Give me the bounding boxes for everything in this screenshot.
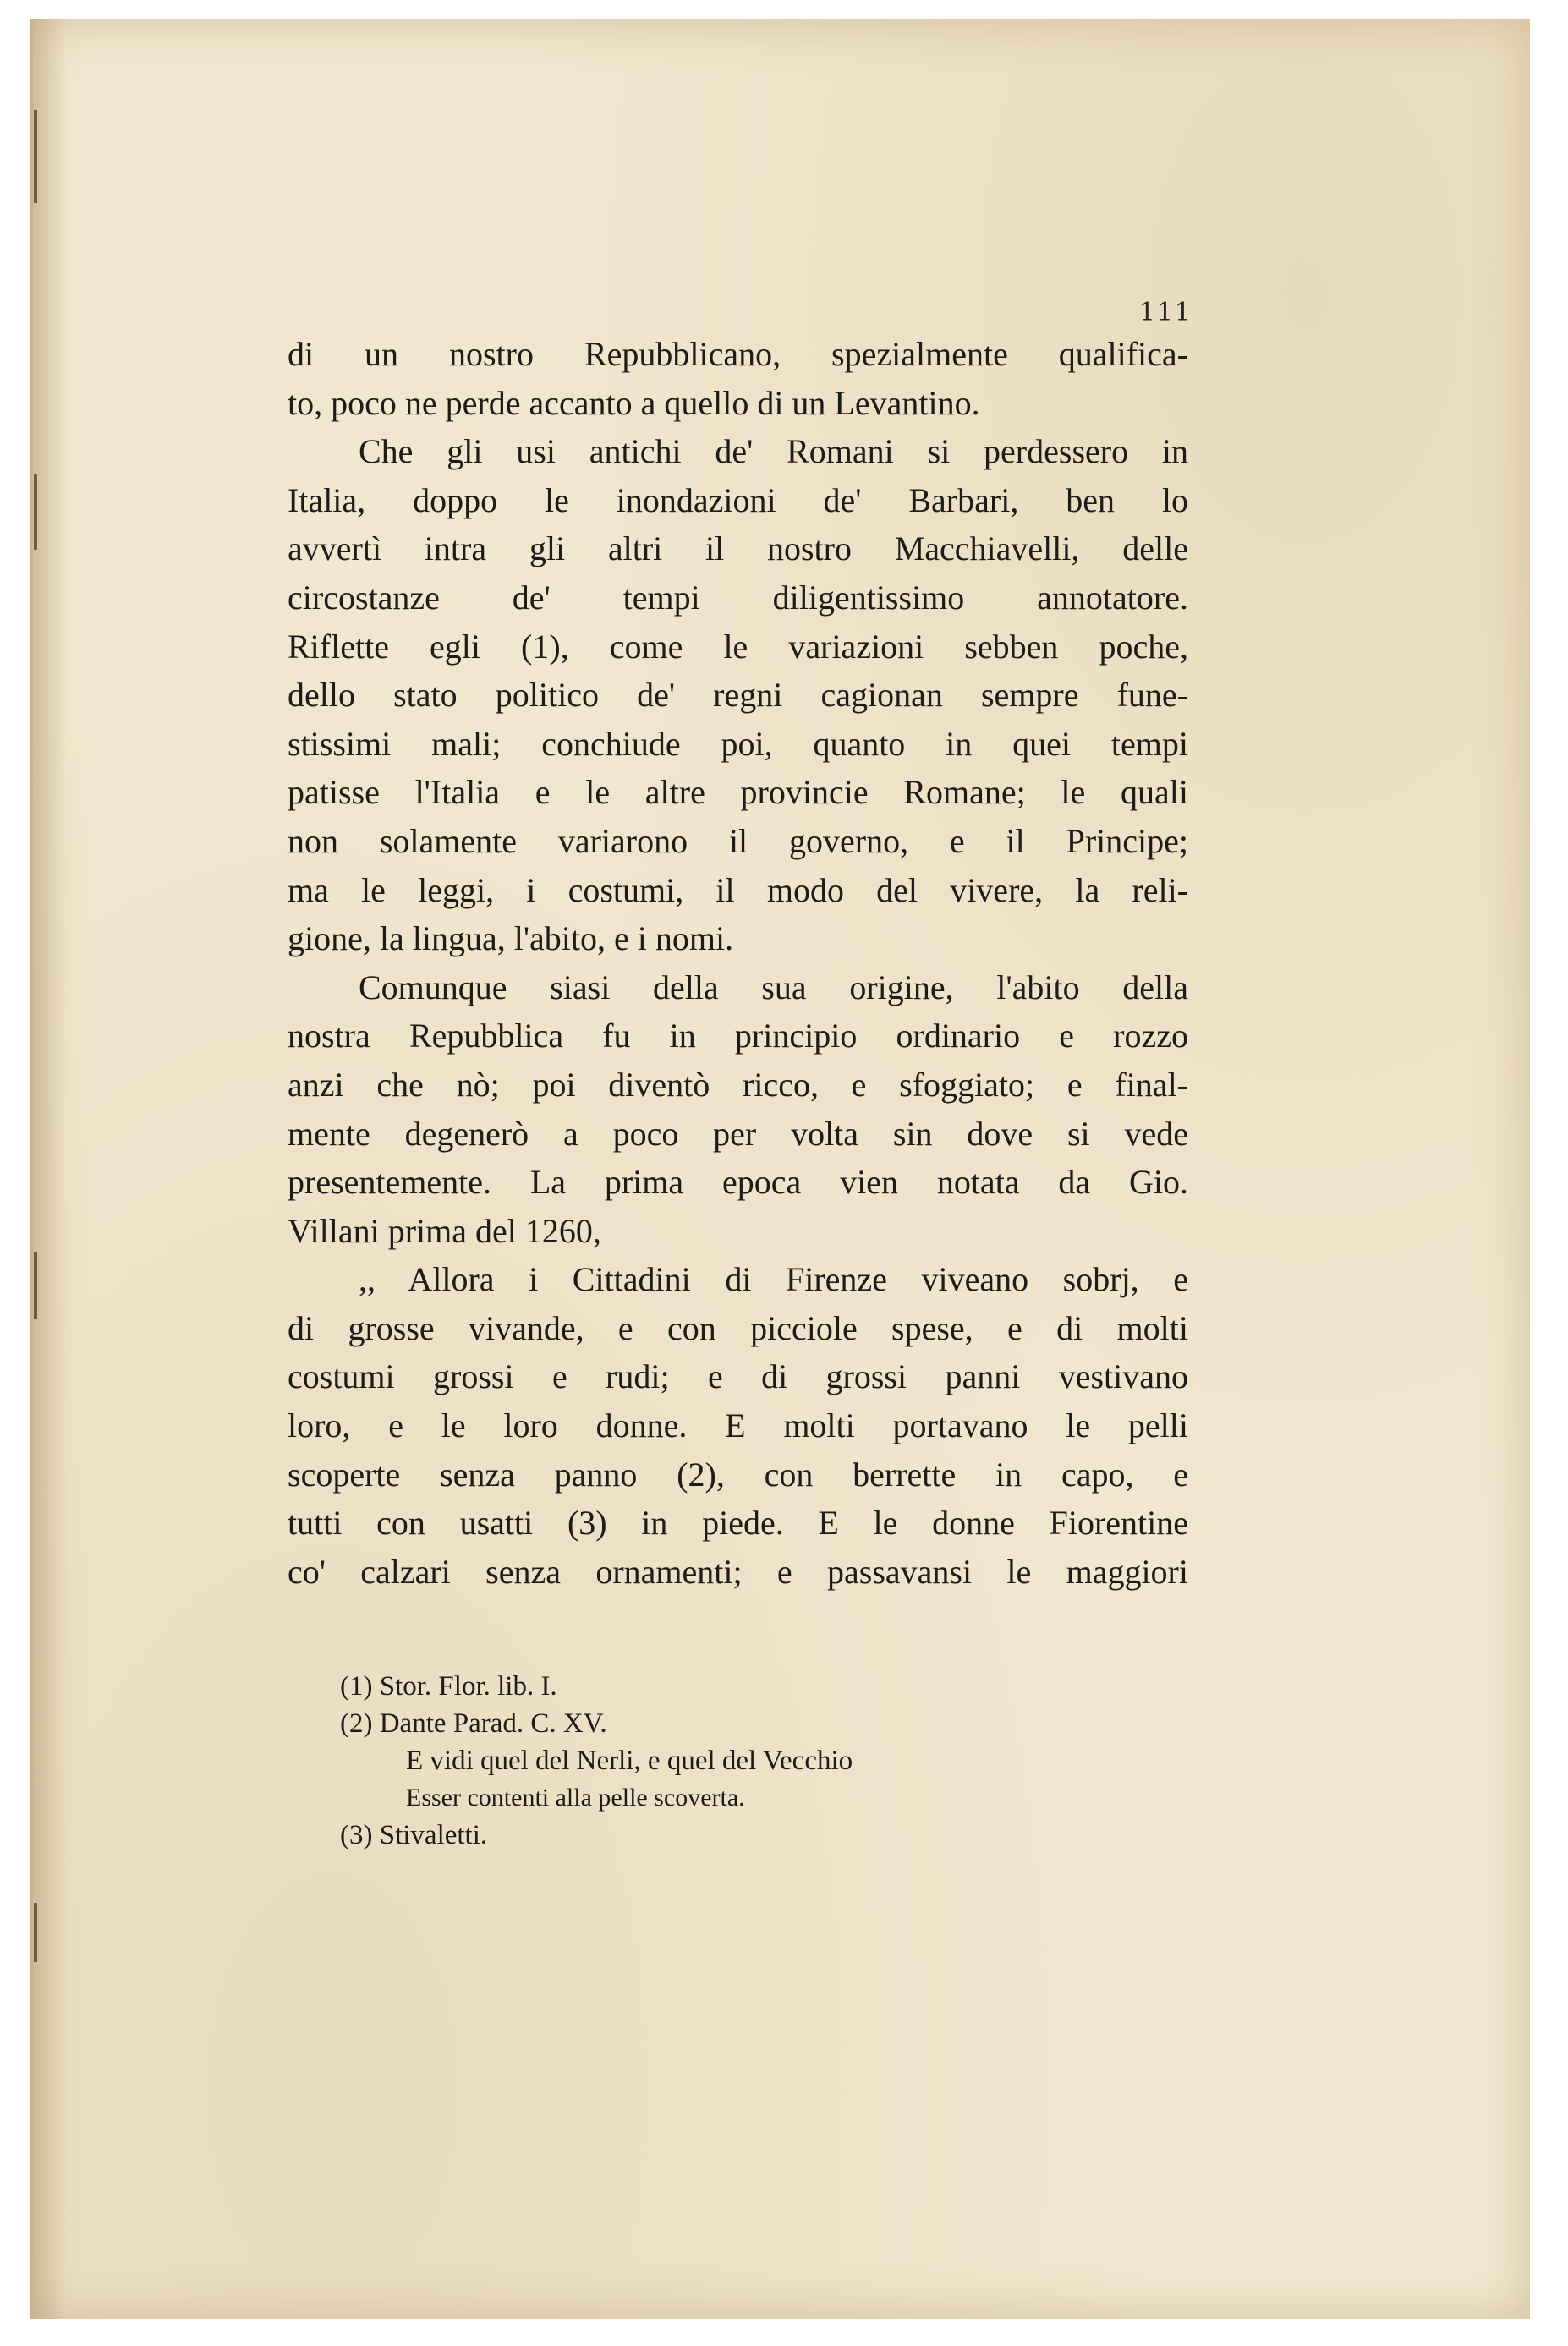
text-line: di un nostro Repubblicano, spezialmente qualifica- — [288, 335, 1188, 373]
text-line: nostra Repubblica fu in principio ordinario e rozzo — [288, 1017, 1188, 1055]
text-line: Riflette egli (1), come le variazioni sebben poche, — [288, 627, 1188, 666]
text-line: scoperte senza panno (2), con berrette in capo, e — [288, 1455, 1188, 1494]
text-line: circostanze de' tempi diligentissimo annotatore. — [288, 578, 1188, 617]
text-line: Villani prima del 1260, — [288, 1211, 601, 1250]
text-line: non solamente variarono il governo, e il Principe; — [288, 821, 1188, 860]
text-line: co' calzari senza ornamenti; e passavansi le maggiori — [288, 1552, 1188, 1591]
text-line: to, poco ne perde accanto a quello di un Levantino. — [288, 383, 980, 422]
text-line: patisse l'Italia e le altre provincie Romane; le quali — [288, 773, 1188, 812]
text-line: costumi grossi e rudi; e di grossi panni vestivano — [288, 1357, 1188, 1396]
text-line: presentemente. La prima epoca vien notata da Gio. — [288, 1163, 1188, 1202]
footnote-2-verse: Esser contenti alla pelle scoverta. — [406, 1784, 745, 1812]
footnote-2: (2) Dante Parad. C. XV. — [340, 1708, 607, 1739]
binding-thread — [34, 110, 37, 203]
binding-thread — [34, 1903, 37, 1962]
text-line: mente degenerò a poco per volta sin dove si vede — [288, 1114, 1188, 1153]
text-line: Che gli usi antichi de' Romani si perdessero in — [359, 432, 1188, 471]
footnotes — [340, 1668, 1101, 1854]
text-line: ,, Allora i Cittadini di Firenze viveano sobrj, e — [359, 1260, 1188, 1299]
binding-thread — [34, 1252, 37, 1319]
main-text — [288, 330, 1188, 1596]
footnote-3: (3) Stivaletti. — [340, 1820, 488, 1850]
footnote-1: (1) Stor. Flor. lib. I. — [340, 1671, 557, 1702]
binding-thread — [34, 474, 37, 550]
text-line: dello stato politico de' regni cagionan sempre fune- — [288, 676, 1188, 715]
text-line: anzi che nò; poi diventò ricco, e sfoggiato; e final- — [288, 1065, 1188, 1104]
text-line: loro, e le loro donne. E molti portavano le pelli — [288, 1406, 1188, 1445]
text-line: Italia, doppo le inondazioni de' Barbari, ben lo — [288, 480, 1188, 519]
text-line: stissimi mali; conchiude poi, quanto in quei tempi — [288, 724, 1188, 763]
text-line: ma le leggi, i costumi, il modo del vivere, la reli- — [288, 870, 1188, 909]
text-line: gione, la lingua, l'abito, e i nomi. — [288, 919, 734, 958]
text-line: Comunque siasi della sua origine, l'abito della — [359, 967, 1188, 1006]
text-line: avvertì intra gli altri il nostro Macchiavelli, delle — [288, 529, 1188, 568]
text-line: tutti con usatti (3) in piede. E le donne Fiorentine — [288, 1504, 1188, 1543]
page-number: 111 — [1138, 298, 1192, 327]
footnote-2-verse: E vidi quel del Nerli, e quel del Vecchio — [406, 1746, 853, 1776]
text-line: di grosse vivande, e con picciole spese, e di molti — [288, 1308, 1188, 1347]
